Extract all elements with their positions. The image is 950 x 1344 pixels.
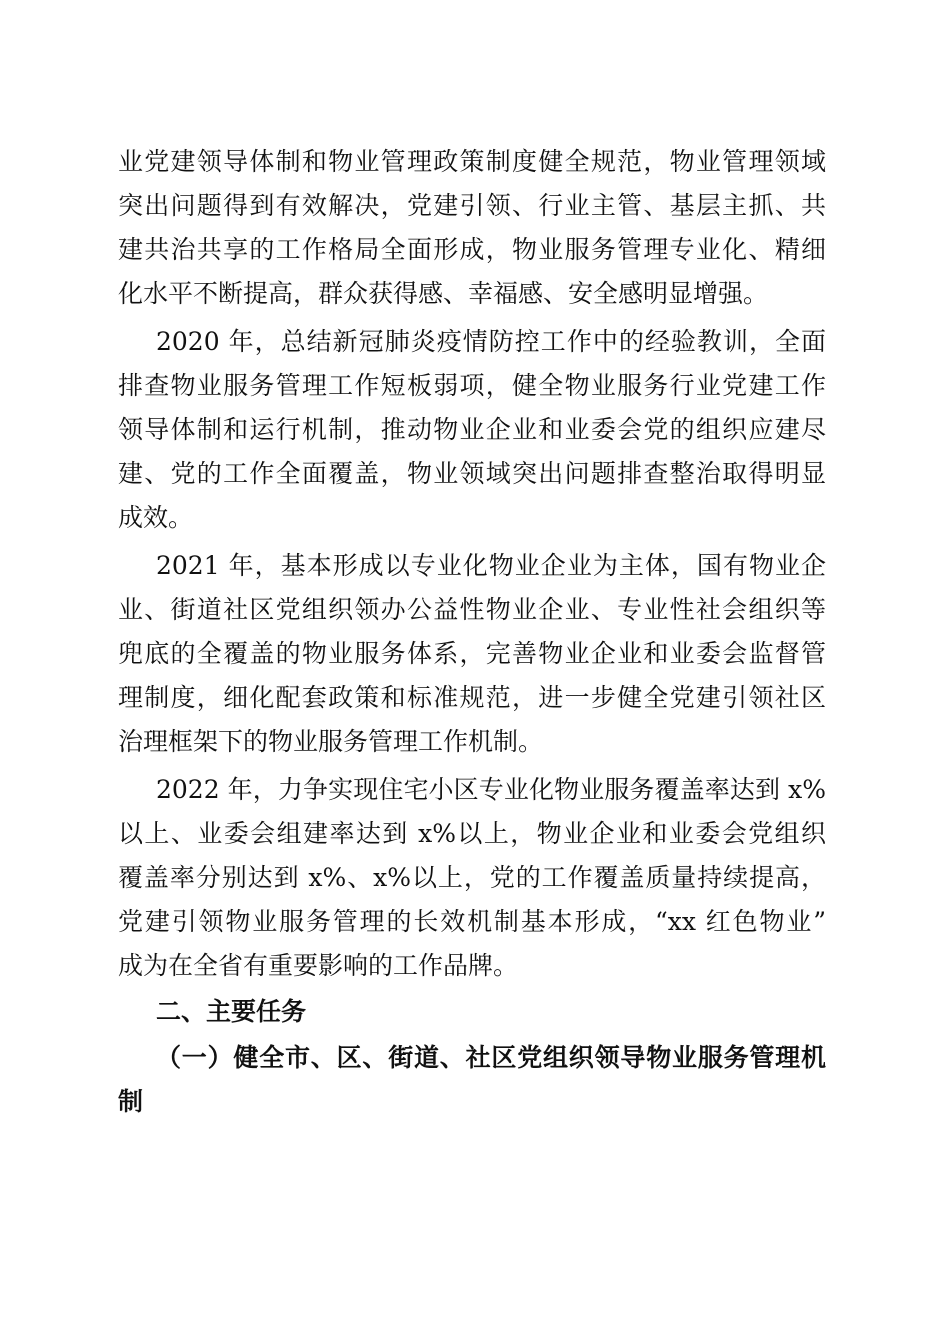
subsection-heading — [118, 1036, 826, 1124]
text-line: 治理框架下的物业服务管理工作机制。 — [118, 727, 544, 756]
text-line: 兜底的全覆盖的物业服务体系，完善物业企业和业委会监督管 — [118, 639, 826, 668]
text-line: 业党建领导体制和物业管理政策制度健全规范，物业管理领域 — [118, 147, 826, 176]
text-line: 2022 年，力争实现住宅小区专业化物业服务覆盖率达到 x% — [156, 775, 826, 804]
text-line: 成为在全省有重要影响的工作品牌。 — [118, 951, 519, 980]
text-line: 建共治共享的工作格局全面形成，物业服务管理专业化、精细 — [118, 235, 826, 264]
text-line: 突出问题得到有效解决，党建引领、行业主管、基层主抓、共 — [118, 191, 826, 220]
text-line: 领导体制和运行机制，推动物业企业和业委会党的组织应建尽 — [118, 415, 826, 444]
text-line: 建、党的工作全面覆盖，物业领域突出问题排查整治取得明显 — [118, 459, 826, 488]
section-heading-text: 二、主要任务 — [156, 997, 307, 1026]
text-line: 覆盖率分别达到 x%、x%以上，党的工作覆盖质量持续提高， — [118, 863, 826, 892]
subsection-heading-line: 制 — [118, 1087, 144, 1116]
text-line: 2020 年，总结新冠肺炎疫情防控工作中的经验教训，全面 — [156, 327, 826, 356]
paragraph-2020 — [118, 320, 826, 540]
text-line: 排查物业服务管理工作短板弱项，健全物业服务行业党建工作 — [118, 371, 826, 400]
paragraph-2022 — [118, 768, 826, 988]
text-line: 党建引领物业服务管理的长效机制基本形成，“xx 红色物业” — [118, 907, 826, 936]
text-line: 2021 年，基本形成以专业化物业企业为主体，国有物业企 — [156, 551, 826, 580]
text-line: 理制度，细化配套政策和标准规范，进一步健全党建引领社区 — [118, 683, 826, 712]
subsection-heading-line: （一）健全市、区、街道、社区党组织领导物业服务管理机 — [156, 1043, 826, 1072]
text-line: 成效。 — [118, 503, 194, 532]
text-line: 以上、业委会组建率达到 x%以上，物业企业和业委会党组织 — [118, 819, 826, 848]
text-line: 业、街道社区党组织领办公益性物业企业、专业性社会组织等 — [118, 595, 826, 624]
paragraph-2021 — [118, 544, 826, 764]
section-heading — [118, 990, 826, 1034]
text-line: 化水平不断提高，群众获得感、幸福感、安全感明显增强。 — [118, 279, 769, 308]
paragraph-goals-continuation — [118, 140, 826, 316]
